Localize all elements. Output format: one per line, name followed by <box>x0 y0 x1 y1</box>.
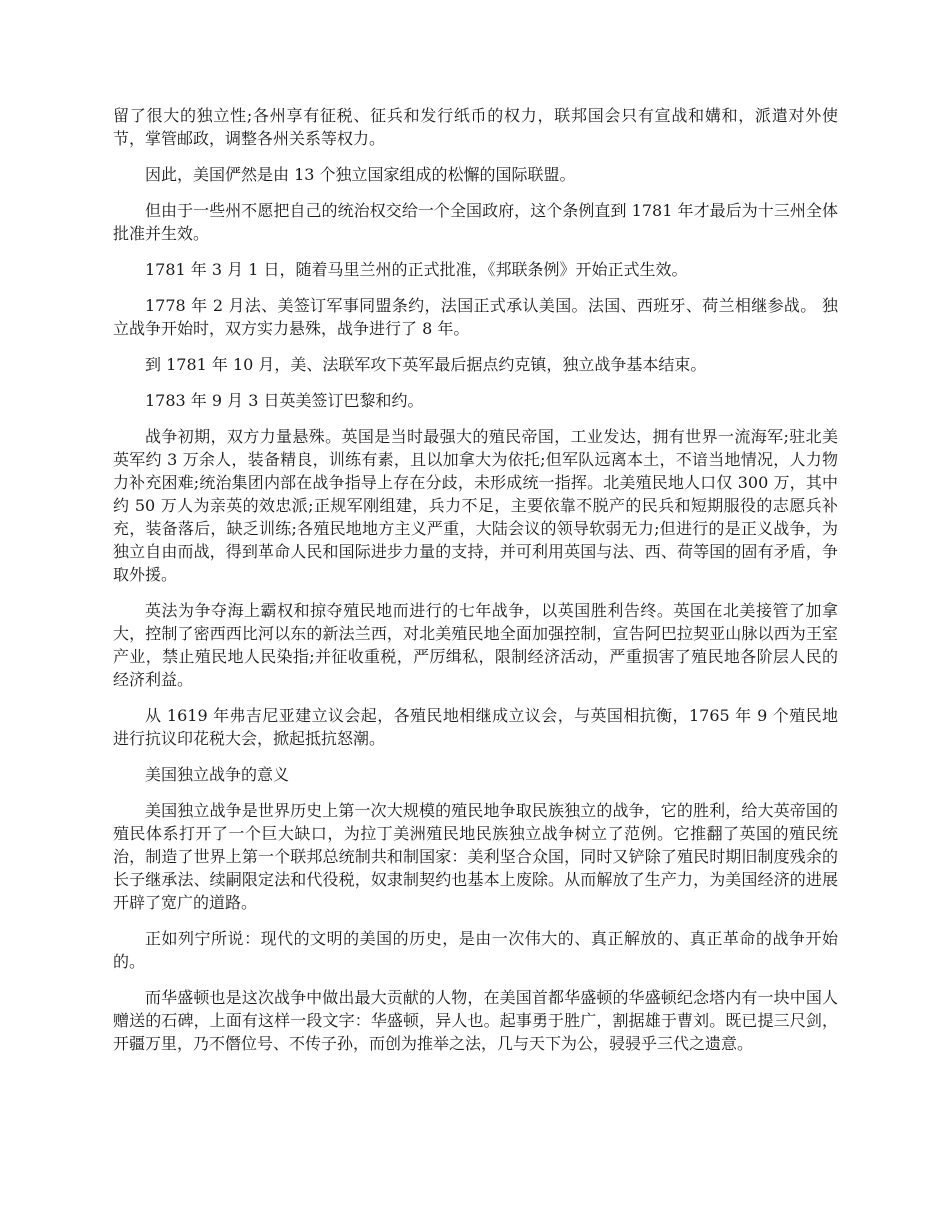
paragraph: 1778 年 2 月法、美签订军事同盟条约，法国正式承认美国。法国、西班牙、荷兰相继参战。 独立战争开始时，双方实力悬殊，战争进行了 8 年。 <box>113 296 838 338</box>
paragraph: 而华盛顿也是这次战争中做出最大贡献的人物，在美国首都华盛顿的华盛顿纪念塔内有一块中国人赠送的石碑，上面有这样一段文字：华盛顿，异人也。起事勇于胜广，割据雄于曹刘。既已提三尺剑，开疆万里，乃不僭位号、不传子孙，而创为推举之法，几与天下为公，骎骎乎三代之遗意。 <box>113 988 838 1053</box>
paragraph: 英法为争夺海上霸权和掠夺殖民地而进行的七年战争，以英国胜利告终。英国在北美接管了加拿大，控制了密西西比河以东的新法兰西，对北美殖民地全面加强控制，宣告阿巴拉契亚山脉以西为王室产业，禁止殖民地人民染指;并征收重税，严厉缉私，限制经济活动，严重损害了殖民地各阶层人民的经济利益。 <box>113 601 838 689</box>
paragraph: 从 1619 年弗吉尼亚建立议会起，各殖民地相继成立议会，与英国相抗衡，1765 年 9 个殖民地进行抗议印花税大会，掀起抵抗怒潮。 <box>113 706 838 748</box>
paragraph: 正如列宁所说：现代的文明的美国的历史，是由一次伟大的、真正解放的、真正革命的战争开始的。 <box>113 929 838 971</box>
paragraph: 因此，美国俨然是由 13 个独立国家组成的松懈的国际联盟。 <box>145 165 576 184</box>
paragraph: 1781 年 3 月 1 日，随着马里兰州的正式批准，《邦联条例》开始正式生效。 <box>145 260 688 279</box>
paragraph: 到 1781 年 10 月，美、法联军攻下英军最后据点约克镇，独立战争基本结束。 <box>145 355 707 374</box>
paragraph: 1783 年 9 月 3 日英美签订巴黎和约。 <box>145 391 424 410</box>
section-heading: 美国独立战争的意义 <box>145 765 290 784</box>
paragraph: 但由于一些州不愿把自己的统治权交给一个全国政府，这个条例直到 1781 年才最后为十三州全体批准并生效。 <box>113 201 838 243</box>
document-body <box>113 104 838 1068</box>
paragraph: 留了很大的独立性;各州享有征税、征兵和发行纸币的权力，联邦国会只有宣战和媾和，派遣对外使节，掌管邮政，调整各州关系等权力。 <box>113 106 838 148</box>
paragraph: 战争初期，双方力量悬殊。英国是当时最强大的殖民帝国，工业发达，拥有世界一流海军;驻北美英军约 3 万余人，装备精良，训练有素，且以加拿大为依托;但军队远离本土，不谙当地情况，人力物力补充困难;统治集团内部在战争指导上存在分歧，未形成统一指挥。北美殖民地人口仅 300 万，其中约 50 万人为亲英的效忠派;正规军刚组建，兵力不足，主要依靠不脱产的民兵和短期服役的志愿兵补充，装备落后，缺乏训练;各殖民地地方主义严重，大陆会议的领导软弱无力;但进行的是正义战争，为独立自由而战，得到革命人民和国际进步力量的支持，并可利用英国与法、西、荷等国的固有矛盾，争取外援。 <box>113 427 838 584</box>
paragraph: 美国独立战争是世界历史上第一次大规模的殖民地争取民族独立的战争，它的胜利，给大英帝国的殖民体系打开了一个巨大缺口，为拉丁美洲殖民地民族独立战争树立了范例。它推翻了英国的殖民统治，制造了世界上第一个联邦总统制共和制国家：美利坚合众国，同时又铲除了殖民时期旧制度残余的长子继承法、续嗣限定法和代役税，奴隶制契约也基本上废除。从而解放了生产力，为美国经济的进展开辟了宽广的道路。 <box>113 801 838 912</box>
